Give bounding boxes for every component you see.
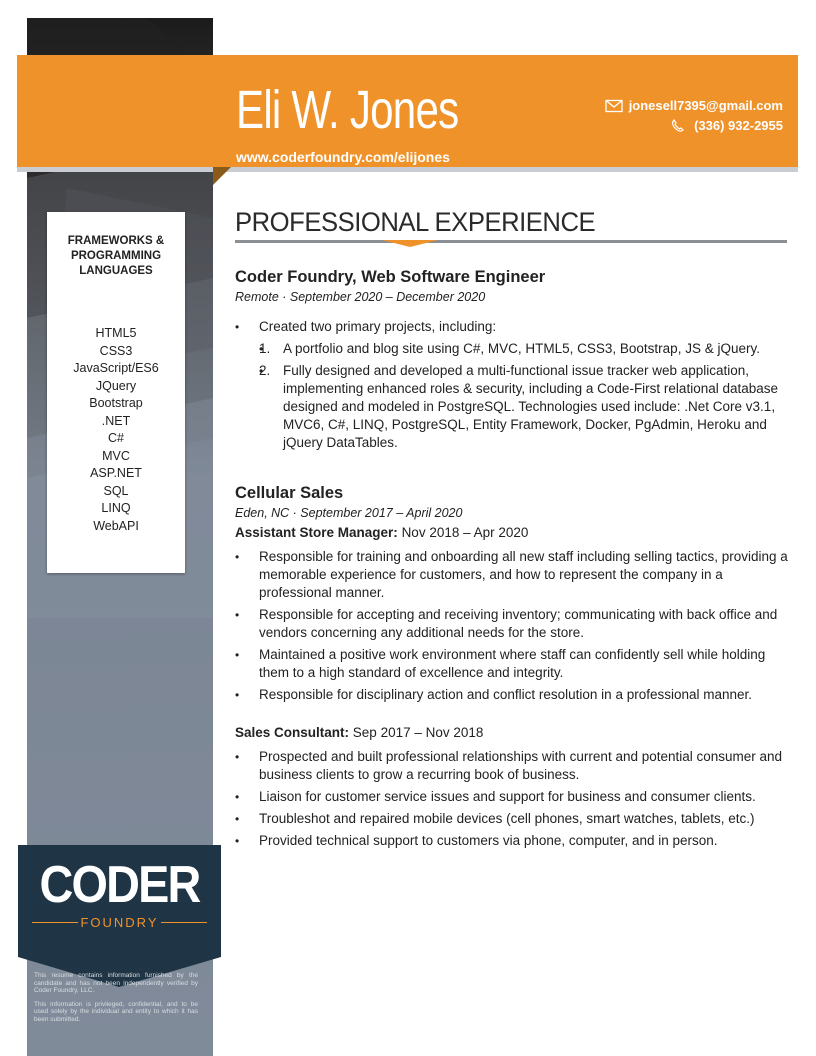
role-heading xyxy=(235,524,795,542)
role-name: Sales Consultant: xyxy=(235,725,350,740)
phone-text: (336) 932-2955 xyxy=(694,118,783,133)
role-name: Assistant Store Manager: xyxy=(235,525,398,540)
skill-item: JavaScript/ES6 xyxy=(73,361,159,375)
skill-item: SQL xyxy=(103,483,129,498)
project-number: • 1. xyxy=(259,341,271,356)
section-title: PROFESSIONAL EXPERIENCE xyxy=(235,207,596,237)
header-strip xyxy=(17,167,798,172)
skill-item: CSS3 xyxy=(99,343,133,358)
phone-row[interactable] xyxy=(605,116,783,136)
skill-item: LINQ xyxy=(101,501,131,515)
bullet-item: • Responsible for training and onboarding all new staff including selling tactics, providing a memorable experience for customers, and how to represent the company in a professional manner. xyxy=(235,548,795,602)
skills-title: FRAMEWORKS & PROGRAMMING LANGUAGES xyxy=(67,235,165,277)
bullet-item: • Responsible for accepting and receiving inventory; communicating with back office and vendors concerning any additional needs for the store. xyxy=(235,606,795,642)
project-list xyxy=(259,340,795,452)
candidate-name: Eli W. Jones xyxy=(236,80,459,140)
section-rule xyxy=(235,240,787,243)
disclaimer-text: This resume contains information furnished by the candidate and has not been independently verified by Coder Foundry, LLC. xyxy=(34,972,198,994)
bullet-item: • Provided technical support to customers via phone, computer, and in person. xyxy=(235,832,795,850)
skills-list xyxy=(47,325,185,535)
job-meta: Eden, NC · September 2017 – April 2020 xyxy=(235,506,463,520)
project-item xyxy=(259,340,795,358)
header-fold xyxy=(213,167,231,185)
bullet-item: • Maintained a positive work environment where staff can confidently sell while holding them to a high standard of excellence and integrity. xyxy=(235,646,795,682)
job-bullets xyxy=(235,318,795,452)
project-text: A portfolio and blog site using C#, MVC, HTML5, CSS3, Bootstrap, JS & jQuery. xyxy=(283,341,760,356)
skill-item: .NET xyxy=(101,413,131,428)
skills-box xyxy=(47,212,185,573)
bullet-text: Created two primary projects, including: xyxy=(259,319,497,334)
email-row[interactable] xyxy=(605,96,783,116)
phone-icon xyxy=(670,119,688,133)
job-title: Cellular Sales xyxy=(235,484,344,502)
project-number: • 2. xyxy=(259,363,271,378)
disclaimer xyxy=(34,972,198,1029)
bullet-item: • Liaison for customer service issues and support for business and consumer clients. xyxy=(235,788,795,806)
website-link[interactable]: www.coderfoundry.com/elijones xyxy=(236,149,450,165)
disclaimer-text: This information is privileged, confidential, and to be used solely by the individual and entity to which it has been submitted. xyxy=(34,1000,198,1023)
bullet-item: • Responsible for disciplinary action and conflict resolution in a professional manner. xyxy=(235,686,795,704)
coder-foundry-logo xyxy=(18,845,221,957)
section-accent-mark xyxy=(382,240,438,247)
role-bullets xyxy=(235,548,795,704)
job-meta: Remote · September 2020 – December 2020 xyxy=(235,290,486,304)
bullet-item: • Prospected and built professional relationships with current and potential consumer and business clients to grow a recurring book of business. xyxy=(235,748,795,784)
logo-main-text: CODER xyxy=(39,856,200,914)
project-text: Fully designed and developed a multi-functional issue tracker web application, implementing enhanced roles & security, including a Code-First relational database designed and modeled in PostgreSQL. Technologies used include: .Net Core v3.1, MVC6, C#, LINQ, PostgreSQL, Entity Framework, Docker, PgAdmin, Heroku and jQuery DataTables. xyxy=(283,363,779,450)
logo-sub-text: FOUNDRY xyxy=(80,915,159,930)
skill-item: ASP.NET xyxy=(90,466,142,480)
role-dates: Sep 2017 – Nov 2018 xyxy=(352,725,484,740)
skill-item: C# xyxy=(108,431,124,445)
role-heading xyxy=(235,724,795,742)
bullet-item: • Troubleshot and repaired mobile devices (cell phones, smart watches, tablets, etc.) xyxy=(235,810,795,828)
role-bullets xyxy=(235,748,795,850)
email-text: jonesell7395@gmail.com xyxy=(628,98,783,113)
skill-item: Bootstrap xyxy=(89,396,143,410)
contact-info xyxy=(605,96,783,136)
bullet-item xyxy=(235,318,795,452)
role-dates: Nov 2018 – Apr 2020 xyxy=(401,525,529,540)
skill-item: JQuery xyxy=(95,378,137,393)
skill-item: MVC xyxy=(102,448,130,463)
skill-item: HTML5 xyxy=(95,326,137,340)
experience-content xyxy=(235,266,795,854)
envelope-icon xyxy=(605,99,623,113)
job-title: Coder Foundry, Web Software Engineer xyxy=(235,268,546,286)
project-item xyxy=(259,362,795,452)
skill-item: WebAPI xyxy=(93,518,139,533)
